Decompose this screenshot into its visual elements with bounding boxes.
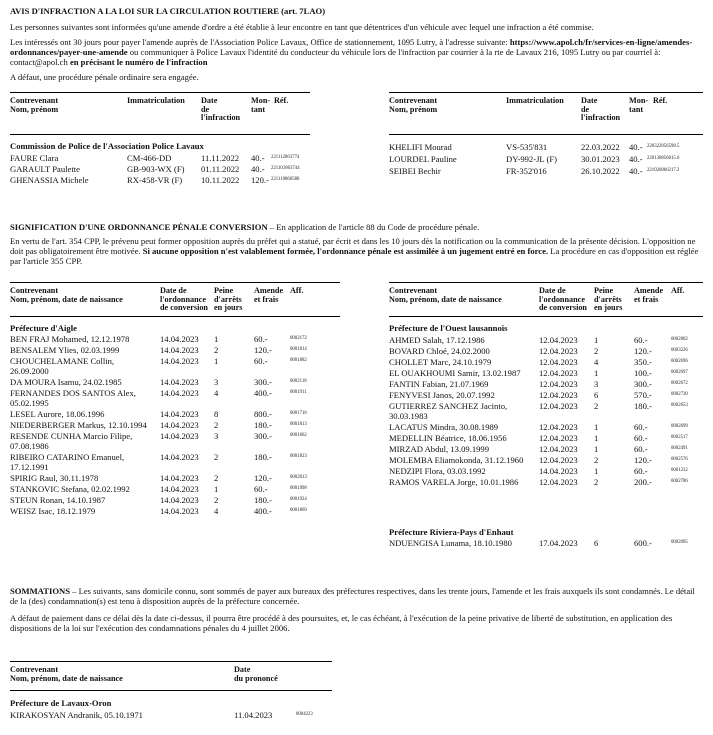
cell-days: 1 bbox=[594, 466, 599, 476]
cell-aff: 0002697 bbox=[671, 370, 688, 375]
col-header-name: Contrevenant Nom, prénom, date de naissance bbox=[10, 665, 123, 683]
cell-aff: 0002095 bbox=[671, 540, 688, 545]
cell-name: LESEL Aurore, 18.06.1996 bbox=[10, 409, 105, 419]
col-header-name: Contrevenant Nom, prénom bbox=[389, 96, 438, 114]
cell-days: 3 bbox=[594, 379, 599, 389]
col-header-date: Date de l'infraction bbox=[201, 96, 241, 123]
cell-aff: 0002802 bbox=[671, 337, 688, 342]
cell-name: GUTIERREZ SANCHEZ Jacinto, 30.03.1983 bbox=[389, 401, 508, 422]
cell-aff: 0002491 bbox=[671, 446, 688, 451]
cell-aff: 0001662 bbox=[290, 433, 307, 438]
cell-amount: 180.- bbox=[634, 401, 652, 411]
cell-name: STANKOVIC Stefana, 02.02.1992 bbox=[10, 484, 130, 494]
cell-name: CHOUCHELAMANE Collin, 26.09.2000 bbox=[10, 356, 115, 377]
avis-paragraph-1: Les personnes suivantes sont informées qu'une amende d'ordre a été établie à leur encontre en tant que détentrices d'un véhicule avec lequel une infraction a été commise. bbox=[10, 22, 594, 32]
cell-aff: 0001911 bbox=[290, 390, 307, 395]
cell-days: 2 bbox=[214, 473, 219, 483]
cell-date: 12.04.2023 bbox=[539, 335, 578, 345]
sommations-table bbox=[10, 661, 332, 732]
cell-amount: 60.- bbox=[254, 484, 268, 494]
cell-amount: 800.- bbox=[254, 409, 272, 419]
cell-name: MOLEMBA Eliamokonda, 31.12.1960 bbox=[389, 455, 524, 465]
cell-date: 17.04.2023 bbox=[539, 538, 578, 548]
col-header-aff: Aff. bbox=[290, 286, 304, 295]
cell-date: 12.04.2023 bbox=[539, 422, 578, 432]
cell-aff: 0001823 bbox=[290, 454, 307, 459]
cell-name: WEISZ Isac, 18.12.1979 bbox=[10, 506, 96, 516]
col-header-ref: Réf. bbox=[653, 96, 668, 105]
cell-date: 14.04.2023 bbox=[160, 506, 199, 516]
cell-amount: 600.- bbox=[634, 538, 652, 548]
cell-name: EL OUAKHOUMI Samir, 13.02.1987 bbox=[389, 368, 521, 378]
cell-days: 1 bbox=[594, 433, 599, 443]
cell-aff: 0001924 bbox=[290, 497, 307, 502]
table-row: FAURE Clara CM-466-DD 11.11.2022 40.- 221112863774 bbox=[10, 153, 300, 163]
avis-paragraph-3: A défaut, une procédure pénale ordinaire sera engagée. bbox=[10, 72, 199, 82]
cell-name: NDUENGISA Lunama, 18.10.1980 bbox=[389, 538, 512, 548]
cell-days: 2 bbox=[594, 401, 599, 411]
cell-amount: 100.- bbox=[634, 368, 652, 378]
col-header-name: Contrevenant Nom, prénom bbox=[10, 96, 59, 114]
group-title: Préfecture Riviera-Pays d'Enhaut bbox=[389, 527, 514, 537]
cell-date: 14.04.2023 bbox=[160, 431, 199, 441]
col-header-date: Date de l'infraction bbox=[581, 96, 621, 123]
cell-aff: 0001814 bbox=[290, 347, 307, 352]
cell-days: 2 bbox=[594, 346, 599, 356]
col-header-aff: Aff. bbox=[671, 286, 685, 295]
group-title: Préfecture de Lavaux-Oron bbox=[10, 698, 112, 708]
col-header-days: Peine d'arrêts en jours bbox=[214, 286, 243, 313]
cell-date: 14.04.2023 bbox=[160, 388, 199, 398]
cell-amount: 180.- bbox=[254, 452, 272, 462]
cell-date: 14.04.2023 bbox=[160, 484, 199, 494]
avis-table-right bbox=[389, 92, 703, 183]
cell-aff: 0002786 bbox=[671, 479, 688, 484]
group-title: Commission de Police de l'Association Police Lavaux bbox=[10, 141, 204, 151]
payment-url[interactable]: https://www.apol.ch/fr/services-en-ligne/amendes-ordonnances/payer-une-amende bbox=[10, 37, 693, 58]
table-row: SEIBEI Bechir FR-352'016 26.10.2022 40.- 221026866217.2 bbox=[389, 166, 680, 176]
cell-date: 14.04.2023 bbox=[539, 466, 578, 476]
table-row bbox=[10, 452, 340, 472]
cell-amount: 570.- bbox=[634, 390, 652, 400]
table-row: LOURDEL Pauline DY-992-JL (F) 30.01.2023 40.- 220130856015.0 bbox=[389, 154, 680, 164]
cell-days: 3 bbox=[214, 377, 219, 387]
cell-date: 12.04.2023 bbox=[539, 368, 578, 378]
cell-aff: 0001998 bbox=[290, 486, 307, 491]
cell-amount: 60.- bbox=[634, 422, 648, 432]
col-header-plate: Immatriculation bbox=[506, 96, 564, 105]
header-divider bbox=[10, 316, 340, 317]
table-row bbox=[10, 356, 340, 376]
sommations-paragraph-1: SOMMATIONS – Les suivants, sans domicile connu, sont sommés de payer aux bureaux des préfectures respectives, dans les trente jours, l'amende et les frais auxquels ils sont condamnés. Le détail de la (des) condamnation(s) est tenu à disposition auprès de la préfecture concernée. bbox=[10, 586, 695, 607]
cell-aff: 0001716 bbox=[290, 411, 307, 416]
cell-days: 4 bbox=[214, 506, 219, 516]
cell-name: FERNANDES DOS SANTOS Alex, 05.02.1995 bbox=[10, 388, 136, 409]
cell-name: NEDZIPI Flora, 03.03.1992 bbox=[389, 466, 486, 476]
table-row bbox=[389, 538, 703, 558]
cell-amount: 180.- bbox=[254, 420, 272, 430]
cell-date: 14.04.2023 bbox=[160, 334, 199, 344]
cell-name: RESENDE CUNHA Marcio Filipe, 07.08.1986 bbox=[10, 431, 133, 452]
avis-paragraph-2: Les intéressés ont 30 jours pour payer l'amende auprès de l'Association Police Lavaux, Office de stationnement, 1095 Lutry, à l'adresse suivante: https://www.apol.ch/fr/services-en-ligne/amendes-ordonnances/payer-une-amende ou communiquer à Police Lavaux l'identité du conducteur du véhicule lors de l'infraction par courrier à la rte de Lavaux 216, 1095 Lutry ou par courriel à: contact@apol.ch en précisant le numéro de l'infraction bbox=[10, 37, 693, 68]
cell-aff: 0002696 bbox=[671, 359, 688, 364]
cell-name: DA MOURA Isamu, 24.02.1985 bbox=[10, 377, 122, 387]
avis-table-left bbox=[10, 92, 310, 193]
table-row bbox=[389, 477, 703, 497]
ordonnance-title: SIGNIFICATION D'UNE ORDONNANCE PÉNALE CONVERSION – En application de l'article 88 du Code de procédure pénale. bbox=[10, 222, 480, 232]
cell-days: 6 bbox=[594, 538, 599, 548]
cell-days: 2 bbox=[214, 495, 219, 505]
cell-days: 1 bbox=[594, 444, 599, 454]
cell-days: 2 bbox=[214, 452, 219, 462]
col-header-amount: Amende et frais bbox=[254, 286, 284, 304]
cell-amount: 200.- bbox=[634, 477, 652, 487]
cell-aff: 0001869 bbox=[290, 508, 307, 513]
avis-title: AVIS D'INFRACTION A LA LOI SUR LA CIRCULATION ROUTIERE (art. 7LAO) bbox=[10, 6, 326, 16]
header-divider bbox=[10, 690, 332, 691]
header-divider bbox=[389, 316, 703, 317]
cell-aff: 0002118 bbox=[290, 379, 307, 384]
table-row: KHELIFI Mourad VS-535'831 22.03.2022 40.- 220322856598.5 bbox=[389, 142, 680, 152]
cell-amount: 400.- bbox=[254, 506, 272, 516]
cell-date: 12.04.2023 bbox=[539, 444, 578, 454]
cell-name: STEUN Ronan, 14.10.1987 bbox=[10, 495, 106, 505]
cell-date: 14.04.2023 bbox=[160, 345, 199, 355]
cell-days: 1 bbox=[594, 368, 599, 378]
col-header-amount: Mon- tant bbox=[251, 96, 271, 114]
cell-date: 14.04.2023 bbox=[160, 420, 199, 430]
cell-date: 14.04.2023 bbox=[160, 495, 199, 505]
header-divider bbox=[10, 134, 310, 135]
cell-aff: 0002576 bbox=[671, 457, 688, 462]
col-header-amount: Amende et frais bbox=[634, 286, 664, 304]
cell-amount: 120.- bbox=[634, 346, 652, 356]
cell-date: 14.04.2023 bbox=[160, 452, 199, 462]
cell-name: LACATUS Mindra, 30.08.1989 bbox=[389, 422, 499, 432]
cell-aff: 0002653 bbox=[671, 403, 688, 408]
cell-date: 14.04.2023 bbox=[160, 473, 199, 483]
col-header-date: Date du prononcé bbox=[234, 665, 278, 683]
cell-date: 12.04.2023 bbox=[539, 390, 578, 400]
cell-aff: 0002699 bbox=[671, 424, 688, 429]
cell-aff: 0001232 bbox=[671, 468, 688, 473]
table-row: GHENASSIA Michele RX-458-VR (F) 10.11.2022 120.- 221110860588 bbox=[10, 175, 300, 185]
cell-date: 14.04.2023 bbox=[160, 377, 199, 387]
col-header-amount: Mon- tant bbox=[629, 96, 649, 114]
cell-days: 4 bbox=[594, 357, 599, 367]
table-row: GARAULT Paulette GB-903-WX (F) 01.11.2022 40.- 221101863744 bbox=[10, 164, 300, 174]
cell-days: 1 bbox=[214, 356, 219, 366]
cell-amount: 60.- bbox=[254, 334, 268, 344]
cell-date: 14.04.2023 bbox=[160, 409, 199, 419]
cell-name: RIBEIRO CATARINO Emanuel, 17.12.1991 bbox=[10, 452, 125, 473]
cell-aff: 0002672 bbox=[671, 381, 688, 386]
cell-date: 12.04.2023 bbox=[539, 357, 578, 367]
cell-days: 1 bbox=[594, 335, 599, 345]
cell-date: 12.04.2023 bbox=[539, 401, 578, 411]
cell-amount: 60.- bbox=[634, 466, 648, 476]
col-header-name: Contrevenant Nom, prénom, date de naissance bbox=[389, 286, 502, 304]
cell-name: NIEDERBERGER Markus, 12.10.1994 bbox=[10, 420, 147, 430]
group-title: Préfecture d'Aigle bbox=[10, 323, 77, 333]
cell-days: 8 bbox=[214, 409, 219, 419]
cell-days: 2 bbox=[594, 477, 599, 487]
cell-aff: 0002517 bbox=[671, 435, 688, 440]
cell-date: 12.04.2023 bbox=[539, 346, 578, 356]
cell-amount: 180.- bbox=[254, 495, 272, 505]
cell-date: 12.04.2023 bbox=[539, 379, 578, 389]
cell-aff: 0001813 bbox=[290, 422, 307, 427]
table-row bbox=[389, 401, 703, 421]
cell-amount: 60.- bbox=[634, 433, 648, 443]
cell-amount: 60.- bbox=[634, 335, 648, 345]
cell-amount: 60.- bbox=[254, 356, 268, 366]
cell-amount: 300.- bbox=[254, 377, 272, 387]
cell-amount: 120.- bbox=[634, 455, 652, 465]
cell-date: 12.04.2023 bbox=[539, 433, 578, 443]
cell-aff: 0002172 bbox=[290, 336, 307, 341]
cell-date: 12.04.2023 bbox=[539, 455, 578, 465]
cell-name: FANTIN Fabian, 21.07.1969 bbox=[389, 379, 489, 389]
cell-amount: 120.- bbox=[254, 473, 272, 483]
cell-name: MEDELLIN Béatrice, 18.06.1956 bbox=[389, 433, 507, 443]
cell-date: 14.04.2023 bbox=[160, 356, 199, 366]
cell-amount: 300.- bbox=[634, 379, 652, 389]
cell-name: BENSALEM Ylies, 02.03.1999 bbox=[10, 345, 120, 355]
cell-name: MIRZAD Abdul, 13.09.1999 bbox=[389, 444, 490, 454]
ordonnance-paragraph: En vertu de l'art. 354 CPP, le prévenu peut former opposition auprès du préfet qui a statué, par écrit et dans les 10 jours dès la notification ou la communication de la présente décision. L'opposition ne doit pas obligatoirement être motivée. Si aucune opposition n'est valablement formée, l'ordonnance pénale est assimilée à un jugement entré en force. La procédure en cas d'opposition est réglée par l'article 355 CPP. bbox=[10, 236, 699, 267]
cell-days: 6 bbox=[594, 390, 599, 400]
cell-amount: 400.- bbox=[254, 388, 272, 398]
col-header-days: Peine d'arrêts en jours bbox=[594, 286, 623, 313]
col-header-ref: Réf. bbox=[274, 96, 289, 105]
cell-aff: 0003226 bbox=[671, 348, 688, 353]
cell-days: 4 bbox=[214, 388, 219, 398]
cell-amount: 350.- bbox=[634, 357, 652, 367]
cell-aff: 0001882 bbox=[290, 358, 307, 363]
cell-days: 2 bbox=[594, 455, 599, 465]
cell-amount: 60.- bbox=[634, 444, 648, 454]
col-header-name: Contrevenant Nom, prénom, date de naissance bbox=[10, 286, 123, 304]
table-row bbox=[10, 431, 340, 451]
cell-name: BOVARD Chloé, 24.02.2000 bbox=[389, 346, 490, 356]
group-title: Préfecture de l'Ouest lausannois bbox=[389, 323, 508, 333]
cell-amount: 300.- bbox=[254, 431, 272, 441]
col-header-plate: Immatriculation bbox=[127, 96, 185, 105]
cell-name: BEN FRAJ Mohamed, 12.12.1978 bbox=[10, 334, 130, 344]
header-divider bbox=[389, 134, 703, 135]
table-row bbox=[10, 388, 340, 408]
cell-days: 3 bbox=[214, 431, 219, 441]
sommations-paragraph-2: A défaut de paiement dans ce délai dès la date ci-dessus, il pourra être procédé à des poursuites, et, le cas échéant, à l'exécution de la peine privative de liberté de substitution, en application des dispositions de la loi sur l'exécution des condamnations pénales du 4 juillet 2006. bbox=[10, 613, 673, 634]
cell-name: SPIRIG Raul, 30.11.1978 bbox=[10, 473, 99, 483]
table-row: KIRAKOSYAN Andranik, 05.10.1971 11.04.2023 0004223 bbox=[10, 710, 313, 720]
cell-days: 2 bbox=[214, 420, 219, 430]
cell-name: CHOLLET Marc, 24.10.1979 bbox=[389, 357, 492, 367]
col-header-date: Date de l'ordonnance de conversion bbox=[539, 286, 587, 313]
col-header-date: Date de l'ordonnance de conversion bbox=[160, 286, 208, 313]
cell-name: RAMOS VARELA Jorge, 10.01.1986 bbox=[389, 477, 519, 487]
cell-days: 2 bbox=[214, 345, 219, 355]
cell-aff: 0002013 bbox=[290, 475, 307, 480]
cell-days: 1 bbox=[594, 422, 599, 432]
cell-aff: 0002730 bbox=[671, 392, 688, 397]
cell-name: AHMED Salah, 17.12.1986 bbox=[389, 335, 485, 345]
table-row bbox=[10, 506, 340, 526]
cell-name: FENYVESI Janos, 20.07.1992 bbox=[389, 390, 495, 400]
cell-date: 12.04.2023 bbox=[539, 477, 578, 487]
cell-days: 1 bbox=[214, 334, 219, 344]
cell-amount: 120.- bbox=[254, 345, 272, 355]
cell-days: 1 bbox=[214, 484, 219, 494]
